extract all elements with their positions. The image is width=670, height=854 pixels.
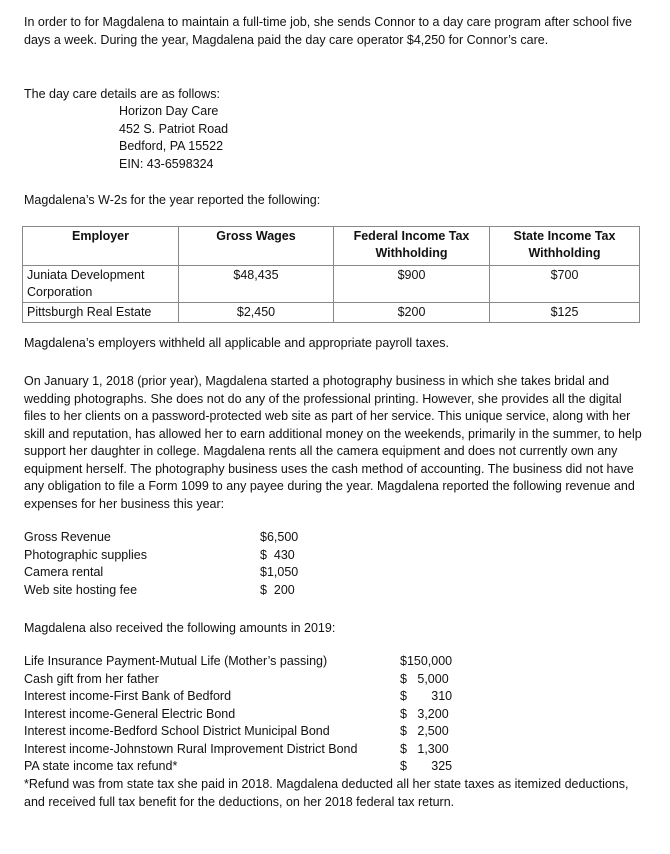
list-item-value: $ 3,200 (400, 706, 449, 721)
day-care-label: The day care details are as follows: (24, 87, 220, 101)
list-item: Life Insurance Payment-Mutual Life (Mother’s passing) (24, 654, 328, 668)
list-item: Interest income-Bedford School District Municipal Bond (24, 724, 330, 738)
refund-footnote: *Refund was from state tax she paid in 2018. Magdalena deducted all her state taxes as itemized deductions, and received full tax benefit for the deductions, on her 2018 federal tax return. (24, 777, 629, 809)
business-values (260, 529, 298, 599)
list-item: Gross Revenue (24, 530, 111, 544)
w2-state: $700 (490, 266, 640, 303)
w2-wages: $2,450 (179, 303, 334, 323)
list-item-value: $6,500 (260, 530, 299, 544)
list-item: Interest income-Johnstown Rural Improvement District Bond (24, 741, 358, 756)
w2-label: Magdalena’s W-2s for the year reported the following: (24, 193, 321, 207)
day-care-ein: EIN: 43-6598324 (119, 156, 214, 171)
list-item-value: $150,000 (400, 654, 453, 668)
w2-employer: Juniata Development Corporation (23, 266, 179, 303)
w2-header-gross-wages: Gross Wages (179, 227, 334, 266)
day-care-street: 452 S. Patriot Road (119, 121, 229, 136)
list-item-value: $ 310 (400, 689, 453, 703)
w2-table (22, 226, 640, 323)
list-item-value: $ 325 (400, 759, 453, 773)
w2-federal: $200 (334, 303, 490, 323)
w2-state: $125 (490, 303, 640, 323)
payroll-note: Magdalena’s employers withheld all applicable and appropriate payroll taxes. (24, 336, 450, 350)
photography-paragraph: On January 1, 2018 (prior year), Magdalena started a photography business in which she takes bridal and wedding photographs. She does not do any of the professional printing. However, she provides all the digital files to her clients on a password-protected web site as part of her service. This unique service, along with her skill and reputation, has allowed her to earn additional money on the weekends, primarily in the summer, to help support her daughter in college. Magdalena rents all the camera equipment and does not currently own any equipment herself. The photography business uses the cash method of accounting. The business did not have any obligation to file a Form 1099 to any payee during the year. Magdalena reported the following revenue and expenses for her business this year: (24, 374, 642, 511)
other-amounts-label: Magdalena also received the following amounts in 2019: (24, 621, 336, 635)
w2-header-employer: Employer (23, 227, 179, 266)
list-item: Interest income-General Electric Bond (24, 706, 236, 721)
table-row (23, 303, 640, 323)
other-amounts-labels (24, 653, 357, 776)
list-item-value: $1,050 (260, 565, 299, 579)
business-labels (24, 529, 147, 599)
day-care-name: Horizon Day Care (119, 104, 219, 118)
day-care-address (119, 103, 228, 173)
list-item: Cash gift from her father (24, 671, 159, 686)
w2-header-federal: Federal Income Tax Withholding (334, 227, 490, 266)
list-item: Interest income-First Bank of Bedford (24, 689, 232, 703)
other-amounts-values (400, 653, 452, 776)
table-row (23, 266, 640, 303)
w2-federal: $900 (334, 266, 490, 303)
list-item-value: $ 200 (260, 582, 295, 597)
intro-paragraph: In order to for Magdalena to maintain a full-time job, she sends Connor to a day care program after school five days a week. During the year, Magdalena paid the day care operator $4,250 for Connor’s care. (24, 15, 632, 47)
list-item: Photographic supplies (24, 547, 147, 562)
list-item-value: $ 430 (260, 547, 295, 562)
list-item-value: $ 2,500 (400, 724, 449, 738)
w2-employer: Pittsburgh Real Estate (23, 303, 179, 323)
w2-header-state: State Income Tax Withholding (490, 227, 640, 266)
list-item-value: $ 1,300 (400, 741, 449, 756)
list-item: Web site hosting fee (24, 582, 138, 597)
w2-header-row (23, 227, 640, 266)
w2-wages: $48,435 (179, 266, 334, 303)
list-item: Camera rental (24, 565, 104, 579)
day-care-city: Bedford, PA 15522 (119, 139, 224, 153)
list-item: PA state income tax refund* (24, 759, 178, 773)
list-item-value: $ 5,000 (400, 671, 449, 686)
